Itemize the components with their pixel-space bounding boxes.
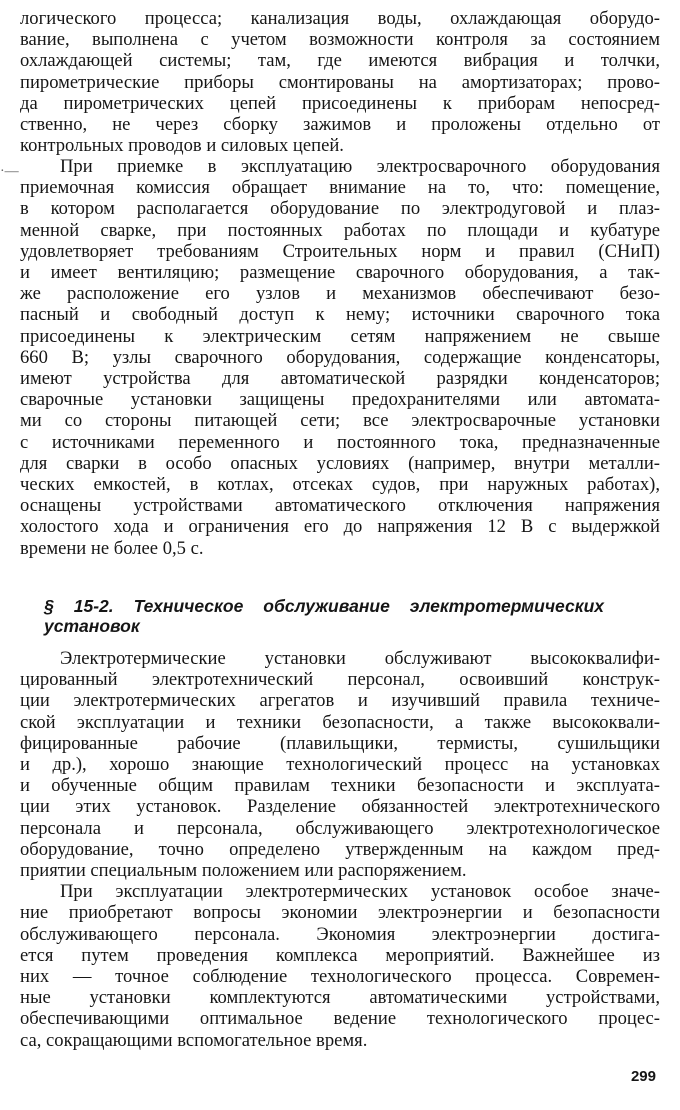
text-line: охлаждающей системы; там, где имеются вибрация и толчки, — [20, 50, 660, 72]
acceptance-paragraph — [20, 156, 660, 559]
text-line: логического процесса; канализация воды, охлаждающая оборудо- — [20, 8, 660, 29]
text-line: ние приобретают вопросы экономии электроэнергии и безопасности — [20, 902, 660, 924]
text-line: обслуживающего персонала. Экономия электроэнергии достига- — [20, 923, 660, 945]
text-line: ется путем проведения комплекса мероприятий. Важнейшее из — [20, 944, 660, 966]
text-line: для сварки в особо опасных условиях (например, внутри металли- — [20, 452, 660, 474]
text-line: цированный электротехнический персонал, освоивший конструк- — [20, 669, 660, 691]
text-line: При эксплуатации электротермических установок особое значе- — [60, 881, 660, 903]
text-line: времени не более 0,5 с. — [20, 537, 204, 559]
text-line: них — точное соблюдение технологического процесса. Современ- — [20, 966, 660, 988]
text-line: пасный и свободный доступ к нему; источники сварочного тока — [20, 304, 660, 326]
text-line: приятии специальным положением или распоряжением. — [20, 860, 467, 882]
text-line: да пирометрических цепей присоединены к приборам непосред- — [20, 92, 660, 114]
text-line: присоединены к электрическим сетям напряжением не свыше — [20, 325, 660, 347]
text-line: ции электротермических агрегатов и изучивший правила техниче- — [20, 690, 660, 712]
page-number: 299 — [630, 1068, 656, 1085]
section-body — [20, 648, 660, 1051]
section-heading — [44, 596, 604, 636]
continuation-paragraph — [20, 8, 660, 156]
text-line: оснащены устройствами автоматического отключения напряжения — [20, 495, 660, 517]
text-line: фицированные рабочие (плавильщики, термисты, сушильщики — [20, 732, 660, 754]
text-line: При приемке в эксплуатацию электросварочного оборудования — [60, 156, 660, 177]
text-line: удовлетворяет требованиям Строительных норм и правил (СНиП) — [20, 240, 660, 262]
text-line: холостого хода и ограничения его до напряжения 12 В с выдержкой — [20, 516, 660, 538]
text-line: контрольных проводов и силовых цепей. — [20, 135, 344, 157]
text-line: приемочная комиссия обращает внимание на то, что: помещение, — [20, 177, 660, 199]
text-line: имеют устройства для автоматической разрядки конденсаторов; — [20, 368, 660, 390]
text-line: ственно, не через сборку зажимов и проложены отдельно от — [20, 114, 660, 136]
margin-mark: ·— — [0, 164, 19, 179]
text-line: же расположение его узлов и механизмов обеспечивают безо- — [20, 283, 660, 305]
text-line: Электротермические установки обслуживают высококвалифи- — [60, 648, 660, 669]
text-line: 660 В; узлы сварочного оборудования, содержащие конденсаторы, — [20, 346, 660, 368]
text-line: вание, выполнена с учетом возможности контроля за состоянием — [20, 29, 660, 51]
text-line: ные установки комплектуются автоматическими устройствами, — [20, 987, 660, 1009]
section-heading-line: § 15-2. Техническое обслуживание электротермических — [44, 596, 604, 616]
text-line: пирометрические приборы смонтированы на амортизаторах; прово- — [20, 71, 660, 93]
text-line: оборудование, точно определено утвержденным на каждом пред- — [20, 838, 660, 860]
text-line: обеспечивающими оптимальное ведение технологического процес- — [20, 1008, 660, 1030]
text-line: и обученные общим правилам техники безопасности и эксплуата- — [20, 775, 660, 797]
text-line: и имеет вентиляцию; размещение сварочного оборудования, а так- — [20, 262, 660, 284]
text-line: ми со стороны питающей сети; все электросварочные установки — [20, 410, 660, 432]
text-line: сварочные установки защищены предохранителями или автомата- — [20, 389, 660, 411]
text-line: персонала и персонала, обслуживающего электротехнологическое — [20, 817, 660, 839]
text-line: и др.), хорошо знающие технологический процесс на установках — [20, 754, 660, 776]
text-line: менной сварке, при постоянных работах по площади и кубатуре — [20, 219, 660, 241]
text-line: ческих емкостей, в котлах, отсеках судов, при наружных работах), — [20, 474, 660, 496]
text-line: ской эксплуатации и техники безопасности, а также высококвали- — [20, 711, 660, 733]
text-line: с источниками переменного и постоянного тока, предназначенные — [20, 431, 660, 453]
text-line: ции этих установок. Разделение обязанностей электротехнического — [20, 796, 660, 818]
section-heading-line: установок — [44, 616, 140, 636]
text-line: в котором располагается оборудование по электродуговой и плаз- — [20, 198, 660, 220]
text-line: са, сокращающими вспомогательное время. — [20, 1029, 368, 1051]
